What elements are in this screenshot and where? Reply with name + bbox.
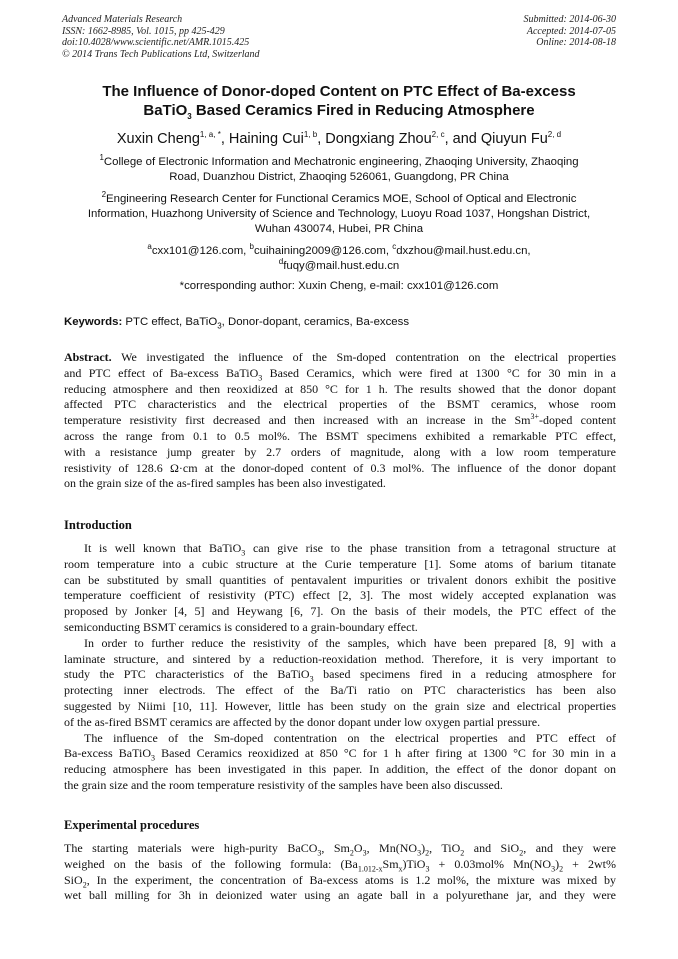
intro-line: of the as-fired BSMT ceramics are affected by the donor dopant under low oxygen partial pressure.	[64, 714, 541, 729]
intro-line: laminate structure, and sintered by a reduction-reoxidation method. Therefore, it is very important to	[64, 651, 616, 666]
abstract-line: affected PTC characteristics and the electrical properties of the BSMT ceramics, whose room	[64, 397, 616, 412]
author	[481, 131, 561, 147]
intro-text: can give rise to the phase transition from a tetragonal structure at	[245, 541, 616, 555]
intro-line: room temperature into a cubic structure at the Curie temperature [1]. Some atoms of barium titanate	[64, 556, 616, 571]
exp-subscript: 3	[425, 864, 430, 874]
intro-line: The influence of the Sm-doped contentration on the electrical properties and PTC effect of	[84, 730, 616, 745]
intro-line: temperature coefficient of resistivity (PTC) effect [2, 3]. The most widely accepted explanation was	[64, 588, 616, 603]
intro-line: semiconducting BSMT ceramics is considered to a grain-boundary effect.	[64, 619, 418, 634]
exp-subscript: 3	[362, 848, 367, 858]
email-address: dxzhou@mail.hust.edu.cn,	[396, 245, 531, 257]
exp-text: , Mn(NO	[366, 841, 418, 855]
title-subscript: 3	[187, 112, 192, 121]
abstract-line: reducing atmosphere and then reoxidized at 850 °C for 1 h. The results showed that the donor dopant	[64, 381, 616, 396]
abstract-label: Abstract.	[64, 350, 112, 364]
intro-line: can be substituted by small quantities of pentavalent impurities or trivalent donors exhibit the positive	[64, 572, 616, 587]
keywords-label: Keywords:	[64, 316, 123, 328]
abstract-superscript: 3+	[530, 412, 540, 422]
abstract-text: Based Ceramics, which were fired at 1300 °C for 30 min in a	[262, 365, 617, 380]
author-name: Dongxiang Zhou	[325, 131, 432, 147]
intro-subscript: 3	[309, 674, 314, 684]
exp-subscript: 3	[417, 848, 422, 858]
intro-subscript: 3	[241, 548, 246, 558]
exp-subscript: 2	[82, 879, 87, 889]
affiliation-2	[58, 192, 620, 237]
abstract-line: with a resistance jump greater by 2.7 orders of magnitude, along with a low room temperature	[64, 444, 616, 459]
paper-title	[40, 82, 638, 120]
intro-line	[64, 541, 616, 557]
affiliation-text: Engineering Research Center for Functional Ceramics MOE, School of Optical and Electronic	[106, 193, 577, 205]
email-mark: b	[249, 242, 254, 252]
intro-line	[64, 746, 616, 762]
introduction-body	[64, 541, 616, 794]
intro-line: protecting inner electrods. The effect of the Ba/Ti ratio on PTC characteristics has been also	[64, 683, 616, 698]
author	[229, 131, 325, 147]
author	[325, 131, 481, 147]
exp-text: )	[421, 841, 426, 855]
email-mark: a	[147, 242, 152, 252]
abstract-line	[64, 366, 616, 382]
intro-text: It is well known that BaTiO	[84, 541, 242, 555]
author-list	[30, 131, 648, 147]
exp-subscript: 2	[460, 848, 465, 858]
author	[117, 131, 229, 147]
author-affil-mark: 2, c	[431, 130, 445, 140]
exp-text: The starting materials were high-purity BaCO	[64, 841, 318, 855]
intro-text: Based Ceramics reoxidized at 850 °C for 1 h after firing at 1300 °C for 30 min in a	[155, 746, 616, 761]
journal-copyright: © 2014 Trans Tech Publications Ltd, Switzerland	[62, 48, 260, 60]
email-line	[58, 244, 620, 259]
exp-subscript: 2	[425, 848, 430, 858]
exp-line: wet ball milling for 3h in deionized water using an agate ball in a polyurethane jar, and they were	[64, 888, 616, 903]
exp-text: Sm	[382, 856, 399, 871]
keywords	[64, 316, 410, 331]
abstract-subscript: 3	[258, 373, 263, 383]
abstract-text: and PTC effect of Ba-excess BaTiO	[64, 365, 259, 380]
abstract-text: -doped content	[539, 413, 616, 428]
intro-line: proposed by Jonker [4, 5] and Heywang [6, 7]. On the basis of their models, the PTC effect of the	[64, 604, 616, 619]
affiliation-line	[58, 192, 620, 207]
intro-line: suggested by Niimi [10, 11]. However, little has been study on the grain size and electrical properties	[64, 698, 616, 713]
intro-line: In order to further reduce the resistivity of the samples, which have been prepared [8, 9] with a	[84, 635, 616, 650]
exp-text: , In the experiment, the concentration of Ba-excess atoms is 1.2 mol%, the mixture was mixed by	[86, 872, 616, 887]
intro-line: the grain size and the room temperature resistivity of the samples have been also discussed.	[64, 777, 503, 792]
submission-dates	[524, 14, 617, 49]
author-affil-mark: 1, a, *	[199, 130, 221, 140]
exp-subscript: x	[398, 864, 403, 874]
email-address: cxx101@126.com,	[151, 245, 250, 257]
exp-text: )	[555, 856, 560, 871]
exp-text: O	[353, 841, 363, 855]
journal-issn: ISSN: 1662-8985, Vol. 1015, pp 425-429	[62, 25, 225, 37]
journal-info	[62, 14, 260, 60]
intro-text: Ba-excess BaTiO	[64, 746, 152, 761]
exp-subscript: 3	[551, 864, 556, 874]
exp-subscript: 3	[317, 848, 322, 858]
experimental-body	[64, 841, 616, 904]
title-text: Based Ceramics Fired in Reducing Atmosphere	[191, 102, 535, 119]
author-emails	[58, 244, 620, 274]
exp-line	[64, 873, 616, 889]
abstract-line: resistivity of 128.6 Ω·cm at the donor-doped content of 0.3 mol%. The influence of the donor dopant	[64, 460, 616, 475]
exp-text: + 0.03mol% Mn(NO	[429, 856, 552, 871]
exp-text: , Sm	[321, 841, 350, 855]
title-text: BaTiO	[143, 102, 188, 119]
author-separator: , and	[444, 131, 481, 147]
abstract-line	[64, 413, 616, 429]
author-name: Haining Cui	[228, 131, 304, 147]
exp-text: )TiO	[402, 856, 426, 871]
exp-subscript: 2	[349, 848, 354, 858]
exp-text: SiO	[64, 872, 83, 887]
accepted-date: Accepted: 2014-07-05	[526, 25, 616, 37]
exp-subscript: 2	[559, 864, 564, 874]
author-name: Qiuyun Fu	[480, 131, 548, 147]
online-date: Online: 2014-08-18	[536, 37, 616, 48]
email-mark: d	[278, 257, 284, 267]
intro-text: based specimens fired in a reducing atmosphere for	[313, 667, 616, 682]
keywords-subscript: 3	[217, 321, 222, 331]
affiliation-mark: 1	[99, 153, 104, 163]
journal-name: Advanced Materials Research	[62, 14, 183, 25]
abstract-line	[64, 350, 616, 366]
experimental-heading: Experimental procedures	[64, 818, 200, 832]
affiliation-line: Wuhan 430074, Hubei, PR China	[254, 223, 424, 235]
email-address: cuihaining2009@126.com,	[253, 245, 393, 257]
abstract	[64, 350, 616, 492]
affiliation-line: Information, Huazhong University of Science and Technology, Luoyu Road 1037, Hongshan District,	[87, 208, 591, 220]
journal-doi: doi:10.4028/www.scientific.net/AMR.1015.425	[62, 37, 250, 48]
title-line-1: The Influence of Donor-doped Content on PTC Effect of Ba-excess	[102, 83, 576, 100]
author-name: Xuxin Cheng	[116, 131, 200, 147]
corresponding-author: *corresponding author: Xuxin Cheng, e-mail: cxx101@126.com	[179, 280, 499, 292]
submitted-date: Submitted: 2014-06-30	[523, 14, 616, 25]
affiliation-line	[58, 155, 620, 170]
abstract-text: We investigated the influence of the Sm-doped contentration on the electrical properties	[111, 350, 616, 364]
abstract-line: across the range from 0.1 to 0.5 mol%. The BSMT specimens exhibited a remarkable PTC effect,	[64, 428, 616, 443]
intro-text: study the PTC characteristics of the BaTiO	[64, 667, 310, 682]
exp-text: , TiO	[429, 841, 461, 855]
exp-line	[64, 841, 616, 857]
exp-subscript: 2	[519, 848, 524, 858]
exp-line	[64, 857, 616, 873]
author-separator: ,	[220, 131, 229, 147]
keywords-text: , Donor-dopant, ceramics, Ba-excess	[221, 316, 410, 328]
abstract-line: on the grain size of the as-fired samples has been also investigated.	[64, 476, 386, 491]
author-affil-mark: 1, b	[303, 130, 318, 140]
exp-text: , and they were	[523, 841, 616, 855]
intro-subscript: 3	[151, 753, 156, 763]
affiliation-mark: 2	[101, 190, 107, 200]
keywords-text: PTC effect, BaTiO	[122, 316, 218, 328]
author-affil-mark: 2, d	[547, 130, 562, 140]
affiliation-1	[58, 155, 620, 185]
title-line-2	[40, 101, 638, 120]
introduction-heading: Introduction	[64, 518, 132, 532]
intro-line	[64, 667, 616, 683]
exp-subscript: 1.012-x	[357, 864, 383, 874]
abstract-text: temperature resistivity first decreased and then increased with an increase in the Sm	[64, 413, 531, 428]
affiliation-text: College of Electronic Information and Mechatronic engineering, Zhaoqing University, Zhaoqing	[103, 156, 579, 168]
email-address: fuqy@mail.hust.edu.cn	[283, 260, 400, 272]
exp-text: + 2wt%	[563, 856, 617, 871]
exp-text: weighed on the basis of the following formula: (Ba	[64, 856, 358, 871]
intro-line: reducing atmosphere has been investigated in this paper. In addition, the effect of the donor dopant on	[64, 762, 616, 777]
email-line	[58, 259, 620, 274]
email-mark: c	[392, 242, 397, 252]
affiliation-line: Road, Duanzhou District, Zhaoqing 526061, Guangdong, PR China	[169, 171, 509, 183]
author-separator: ,	[317, 131, 326, 147]
exp-text: and SiO	[464, 841, 520, 855]
